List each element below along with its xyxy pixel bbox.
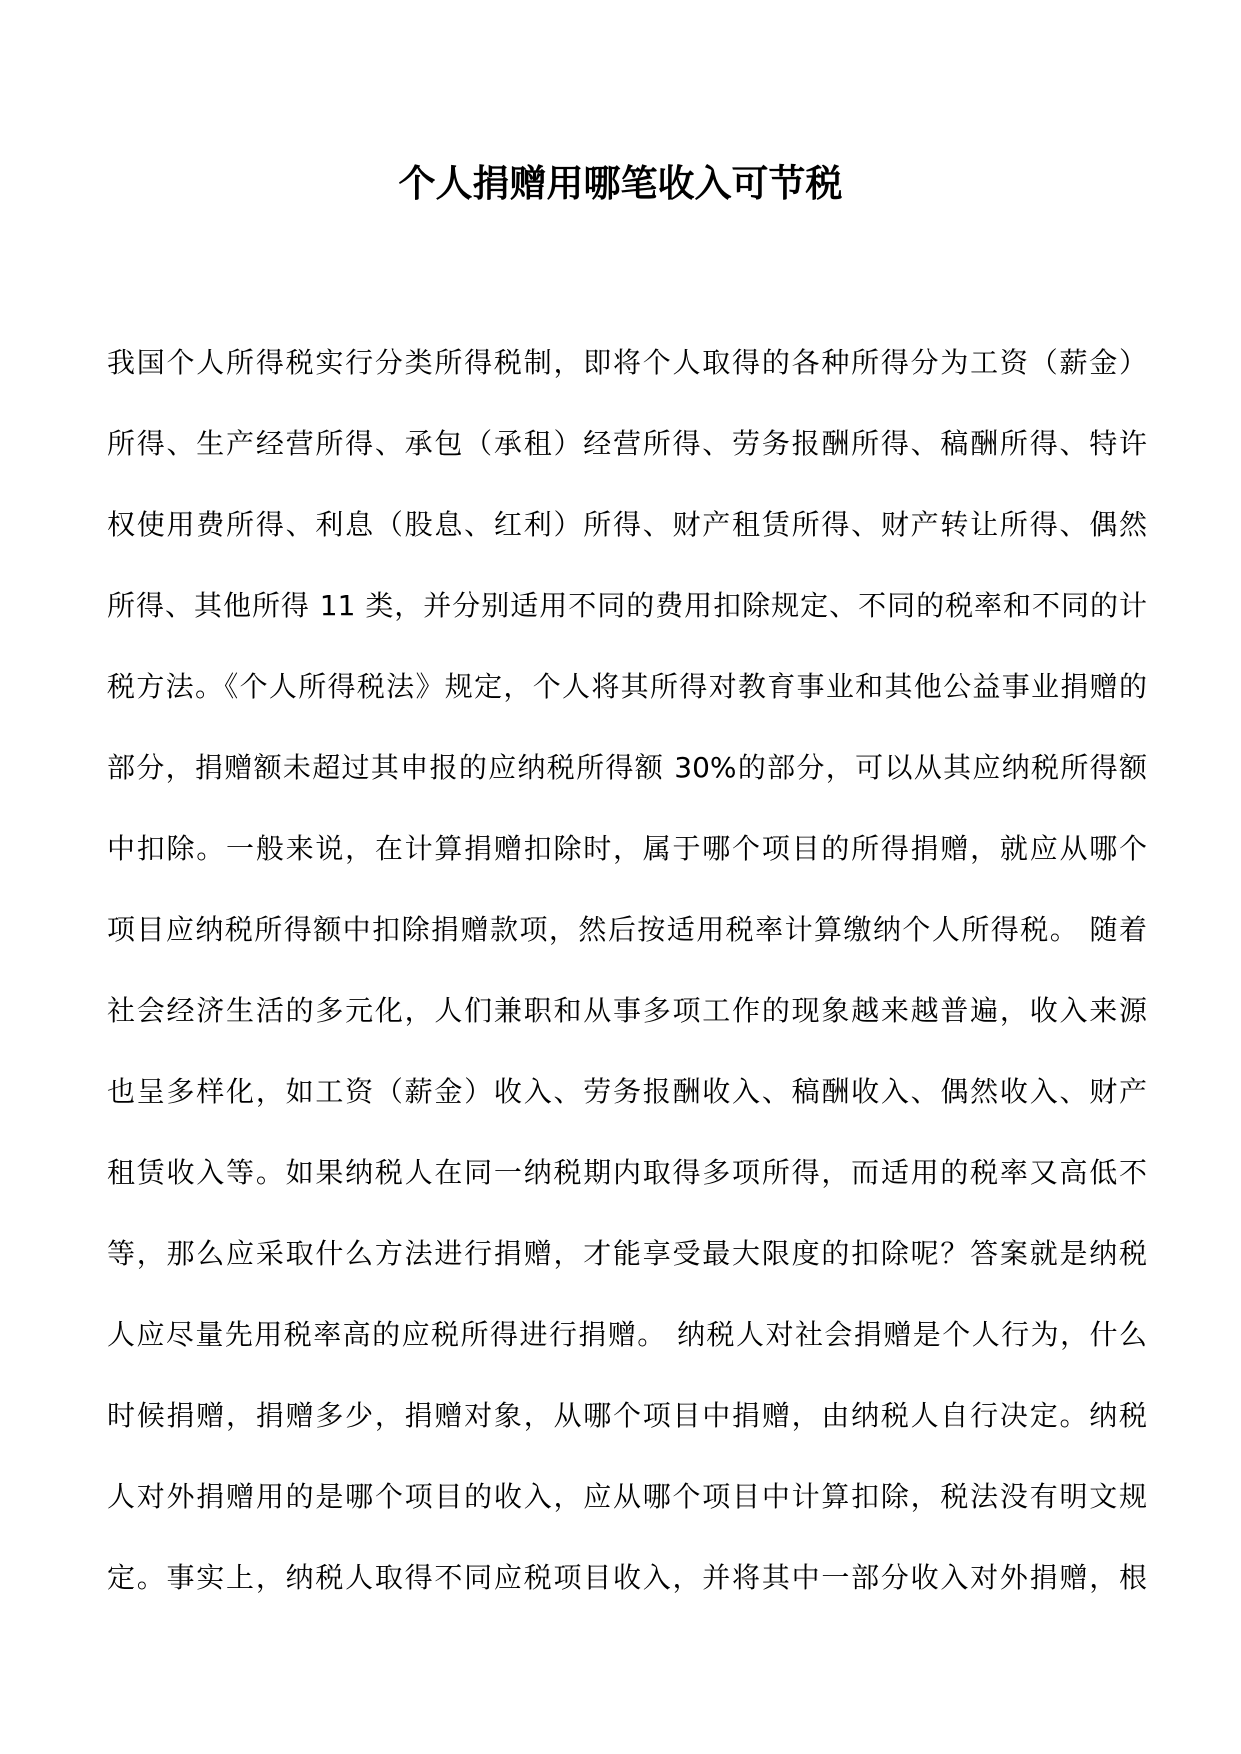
body-line-14: 时候捐赠，捐赠多少，捐赠对象，从哪个项目中捐赠，由纳税人自行决定。纳税: [107, 1399, 1147, 1432]
body-line-11: 租赁收入等。如果纳税人在同一纳税期内取得多项所得，而适用的税率又高低不: [107, 1156, 1147, 1189]
body-line-13: 人应尽量先用税率高的应税所得进行捐赠。 纳税人对社会捐赠是个人行为，什么: [107, 1318, 1147, 1351]
body-line-12: 等，那么应采取什么方法进行捐赠，才能享受最大限度的扣除呢？答案就是纳税: [107, 1237, 1147, 1270]
body-line-3: 权使用费所得、利息（股息、红利）所得、财产租赁所得、财产转让所得、偶然: [107, 508, 1147, 541]
body-line-6: 部分，捐赠额未超过其申报的应纳税所得额 30%的部分，可以从其应纳税所得额: [107, 751, 1147, 784]
body-line-7: 中扣除。一般来说，在计算捐赠扣除时，属于哪个项目的所得捐赠，就应从哪个: [107, 832, 1147, 865]
body-line-16: 定。事实上，纳税人取得不同应税项目收入，并将其中一部分收入对外捐赠，根: [107, 1561, 1147, 1594]
body-paragraph: [107, 343, 1147, 1639]
document-title: 个人捐赠用哪笔收入可节税: [398, 162, 843, 205]
body-line-9: 社会经济生活的多元化，人们兼职和从事多项工作的现象越来越普遍，收入来源: [107, 994, 1147, 1027]
body-line-5: 税方法。《个人所得税法》规定，个人将其所得对教育事业和其他公益事业捐赠的: [107, 670, 1147, 703]
body-line-1: 我国个人所得税实行分类所得税制，即将个人取得的各种所得分为工资（薪金）: [107, 346, 1147, 379]
body-line-2: 所得、生产经营所得、承包（承租）经营所得、劳务报酬所得、稿酬所得、特许: [107, 427, 1147, 460]
body-line-8: 项目应纳税所得额中扣除捐赠款项，然后按适用税率计算缴纳个人所得税。 随着: [107, 913, 1147, 946]
body-line-15: 人对外捐赠用的是哪个项目的收入，应从哪个项目中计算扣除，税法没有明文规: [107, 1480, 1147, 1513]
body-line-4: 所得、其他所得 11 类，并分别适用不同的费用扣除规定、不同的税率和不同的计: [107, 589, 1147, 622]
body-line-10: 也呈多样化，如工资（薪金）收入、劳务报酬收入、稿酬收入、偶然收入、财产: [107, 1075, 1147, 1108]
